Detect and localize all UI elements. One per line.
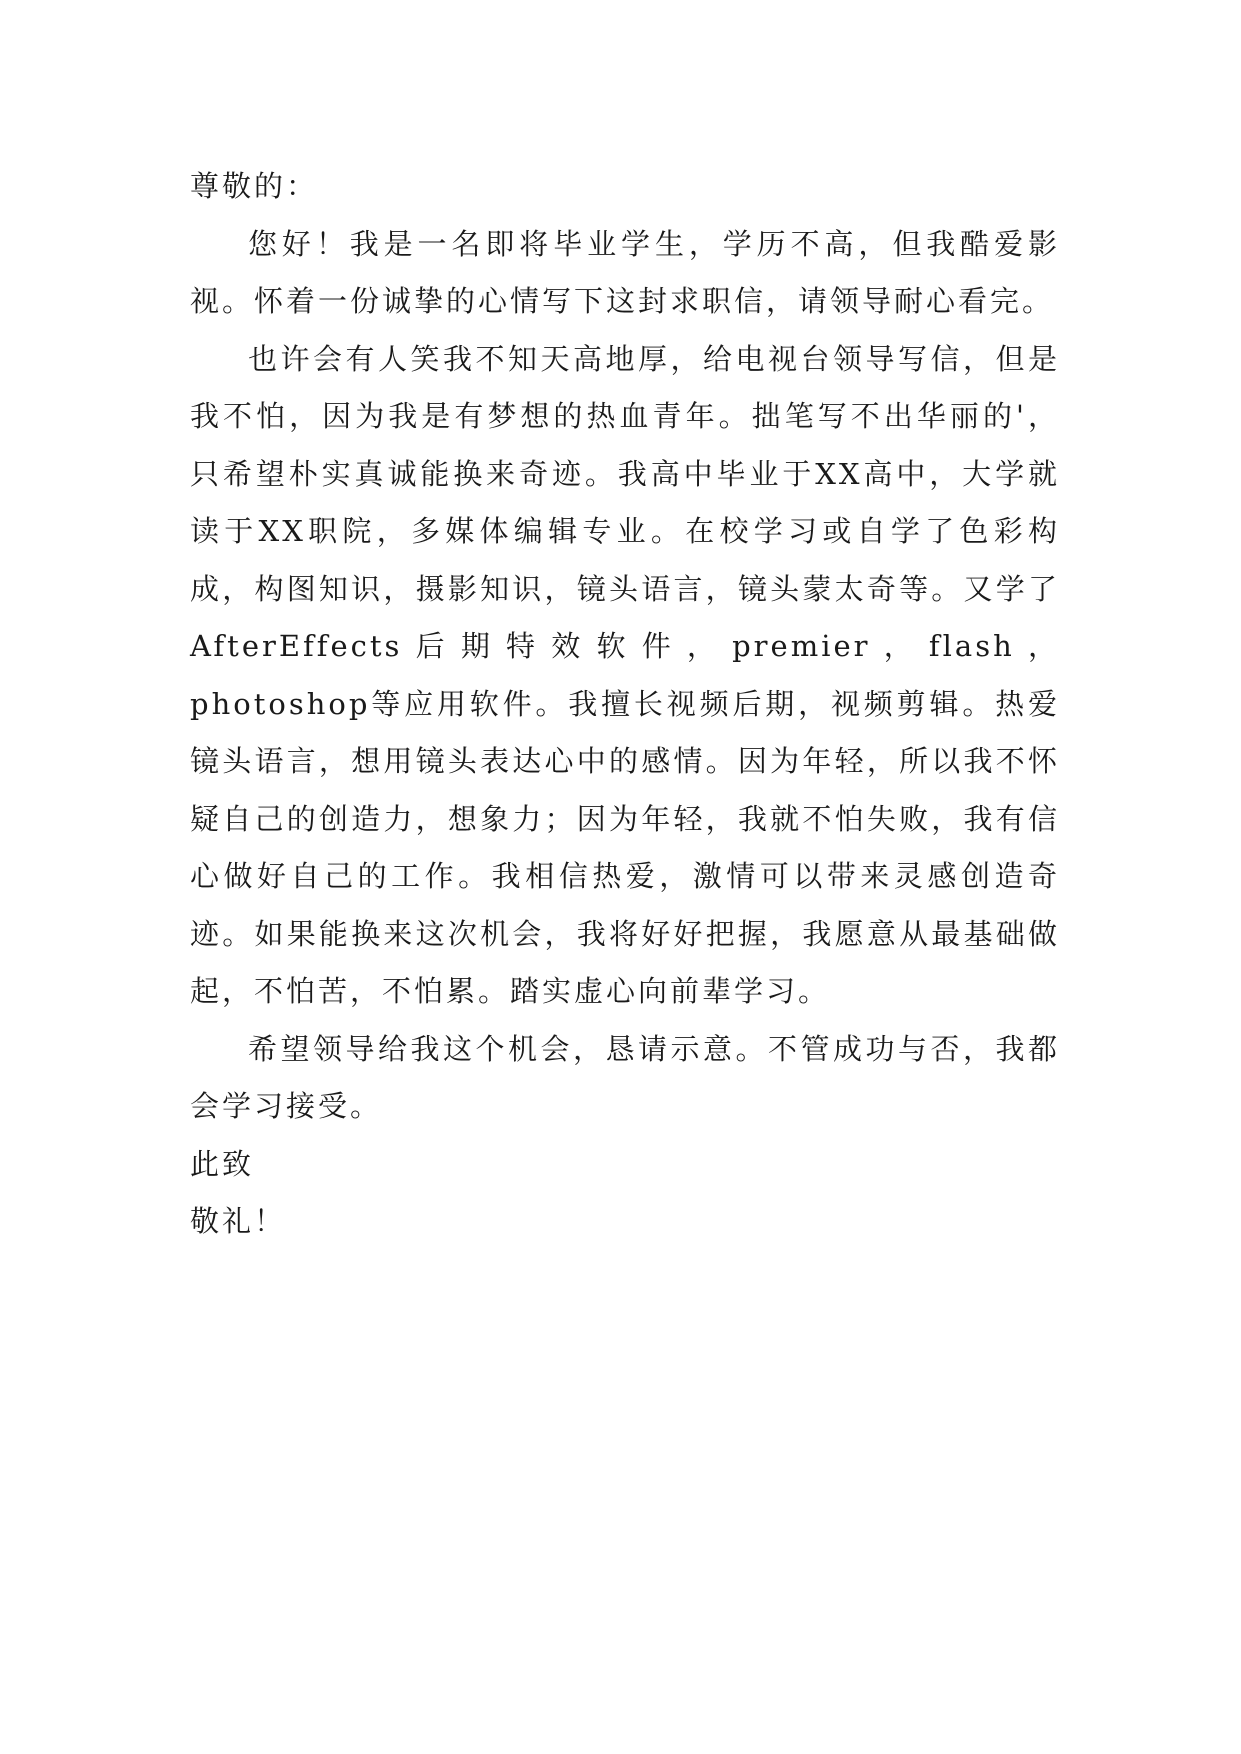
closing-ci-zhi: 此致	[190, 1146, 255, 1181]
paragraph-request: 希望领导给我这个机会，恳请示意。不管成功与否，我都会学习接受。	[190, 1031, 1060, 1123]
closing-jing-li: 敬礼！	[190, 1204, 287, 1238]
paragraph-main: 也许会有人笑我不知天高地厚，给电视台领导写信，但是我不怕，因为我是有梦想的热血青年。拙笔写不出华丽的'，只希望朴实真诚能换来奇迹。我高中毕业于XX高中，大学就读于XX职院，多媒体编辑专业。在校学习或自学了色彩构成，构图知识，摄影知识，镜头语言，镜头蒙太奇等。又学了AfterEffects后期特效软件，premier，flash，photoshop等应用软件。我擅长视频后期，视频剪辑。热爱镜头语言，想用镜头表达心中的感情。因为年轻，所以我不怀疑自己的创造力，想象力；因为年轻，我就不怕失败，我有信心做好自己的工作。我相信热爱，激情可以带来灵感创造奇迹。如果能换来这次机会，我将好好把握，我愿意从最基础做起，不怕苦，不怕累。踏实虚心向前辈学习。	[190, 341, 1060, 1008]
salutation: 尊敬的：	[190, 169, 319, 203]
paragraph-greeting: 您好！我是一名即将毕业学生，学历不高，但我酷爱影视。怀着一份诚挚的心情写下这封求职信，请领导耐心看完。	[190, 226, 1060, 318]
letter-body	[190, 158, 1060, 1251]
